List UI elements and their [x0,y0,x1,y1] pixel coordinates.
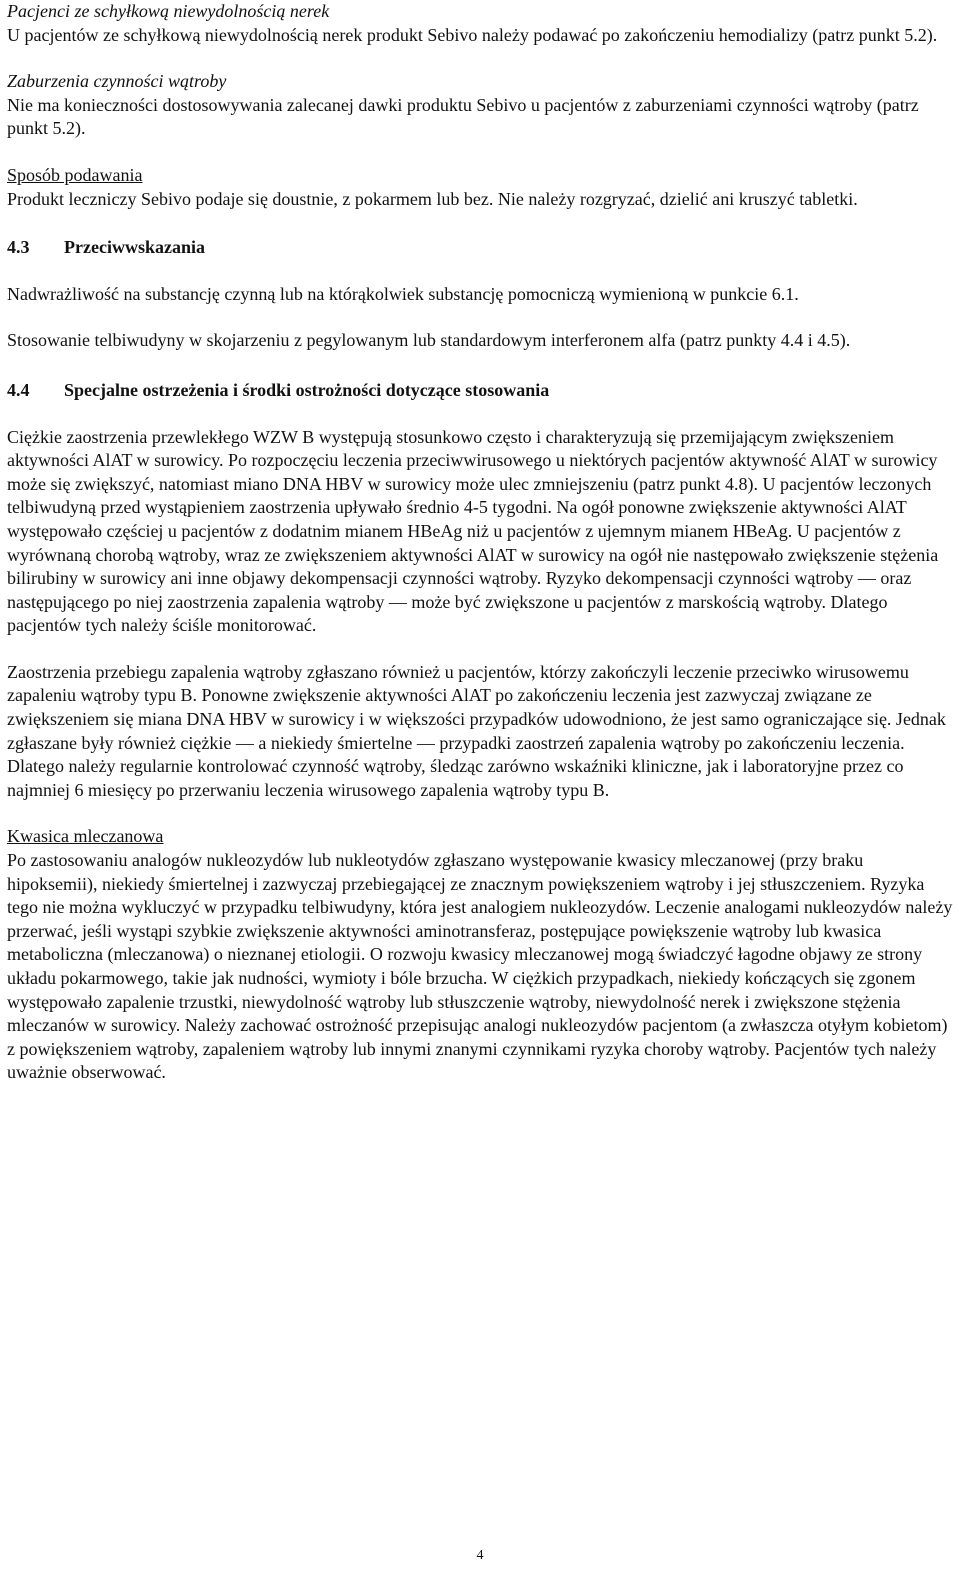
section-4-3-heading [7,236,953,260]
warnings-paragraph-2: Zaostrzenia przebiegu zapalenia wątroby zgłaszano również u pacjentów, którzy zakończyli leczenie przeciwko wirusowemu zapaleniu wątroby typu B. Ponowne zwiększenie aktywności AlAT po zakończeniu leczenia jest zazwyczaj związane ze zwiększeniem się miana DNA HBV w surowicy i w większości przypadków udowodniono, że jest samo ograniczające się. Jednak zgłaszane były również ciężkie — a niekiedy śmiertelne — przypadki zaostrzeń zapalenia wątroby po zakończeniu leczenia. Dlatego należy regularnie kontrolować czynność wątroby, śledząc zarówno wskaźniki kliniczne, jak i laboratoryjne przez co najmniej 6 miesięcy po przerwaniu leczenia wirusowego zapalenia wątroby typu B. [7,661,946,800]
lactic-acidosis-section [7,825,953,1085]
administration-section [7,164,953,211]
section-4-4-heading [7,379,953,403]
section-4-4-title: Specjalne ostrzeżenia i środki ostrożności dotyczące stosowania [64,379,550,400]
renal-paragraph: U pacjentów ze schyłkową niewydolnością nerek produkt Sebivo należy podawać po zakończeniu hemodializy (patrz punkt 5.2). [7,24,938,45]
hepatic-subheading: Zaburzenia czynności wątroby [7,71,227,92]
page-number: 4 [476,1548,484,1563]
section-4-4-number: 4.4 [7,379,30,400]
warnings-paragraph-1: Ciężkie zaostrzenia przewlekłego WZW B występują stosunkowo często i charakteryzują się przemijającym zwiększeniem aktywności AlAT w surowicy. Po rozpoczęciu leczenia przeciwwirusowego u niektórych pacjentów aktywność AlAT w surowicy może się zwiększyć, natomiast miano DNA HBV w surowicy może ulec zmniejszeniu (patrz punkt 4.8). U pacjentów leczonych telbiwudyną przed wystąpieniem zaostrzenia upływało średnio 4-5 tygodni. Na ogół ponowne zwiększenie aktywności AlAT występowało częściej u pacjentów z dodatnim mianem HBeAg niż u pacjentów z ujemnym mianem HBeAg. U pacjentów z wyrównaną chorobą wątroby, wraz ze zwiększeniem aktywności AlAT w surowicy na ogół nie następowało zwiększenie stężenia bilirubiny w surowicy ani inne objawy dekompensacji czynności wątroby. Ryzyko dekompensacji czynności wątroby — oraz następującego po niej zaostrzenia zapalenia wątroby — może być zwiększone u pacjentów z marskością wątroby. Dlatego pacjentów tych należy ściśle monitorować. [7,426,939,636]
document-page [7,0,953,1085]
contraindication-paragraph-2: Stosowanie telbiwudyny w skojarzeniu z pegylowanym lub standardowym interferonem alfa (patrz punkty 4.4 i 4.5). [7,330,851,351]
administration-subheading: Sposób podawania [7,164,143,185]
renal-section [7,0,953,47]
section-4-3-number: 4.3 [7,237,30,258]
renal-subheading: Pacjenci ze schyłkową niewydolnością nerek [7,1,330,21]
section-4-3-title: Przeciwwskazania [64,237,205,258]
hepatic-section [7,70,953,141]
lactic-acidosis-subheading: Kwasica mleczanowa [7,826,164,847]
lactic-acidosis-paragraph: Po zastosowaniu analogów nukleozydów lub nukleotydów zgłaszano występowanie kwasicy mleczanowej (przy braku hipoksemii), niekiedy śmiertelnej i zazwyczaj przebiegającej ze znacznym powiększeniem wątroby i jej stłuszczeniem. Ryzyka tego nie można wykluczyć w przypadku telbiwudyny, która jest analogiem nukleozydów. Leczenie analogami nukleozydów należy przerwać, jeśli wystąpi szybkie zwiększenie aktywności aminotransferaz, postępujące powiększenie wątroby lub kwasica metaboliczna (mleczanowa) o nieznanej etiologii. O rozwoju kwasicy mleczanowej mogą świadczyć łagodne objawy ze strony układu pokarmowego, takie jak nudności, wymioty i bóle brzucha. W ciężkich przypadkach, niekiedy kończących się zgonem występowało zapalenie trzustki, niewydolność wątroby lub stłuszczenie wątroby, niewydolność nerek i zwiększone stężenia mleczanów w surowicy. Należy zachować ostrożność przepisując analogi nukleozydów pacjentom (a zwłaszcza otyłym kobietom) z powiększeniem wątroby, zapaleniem wątroby lub innymi znanymi czynnikami ryzyka choroby wątroby. Pacjentów tych należy uważnie obserwować. [7,850,953,1083]
hepatic-paragraph: Nie ma konieczności dostosowywania zalecanej dawki produktu Sebivo u pacjentów z zaburzeniami czynności wątroby (patrz punkt 5.2). [7,94,919,139]
administration-paragraph: Produkt leczniczy Sebivo podaje się doustnie, z pokarmem lub bez. Nie należy rozgryzać, dzielić ani kruszyć tabletki. [7,188,858,209]
contraindication-paragraph-1: Nadwrażliwość na substancję czynną lub na którąkolwiek substancję pomocniczą wymienioną w punkcie 6.1. [7,283,799,304]
